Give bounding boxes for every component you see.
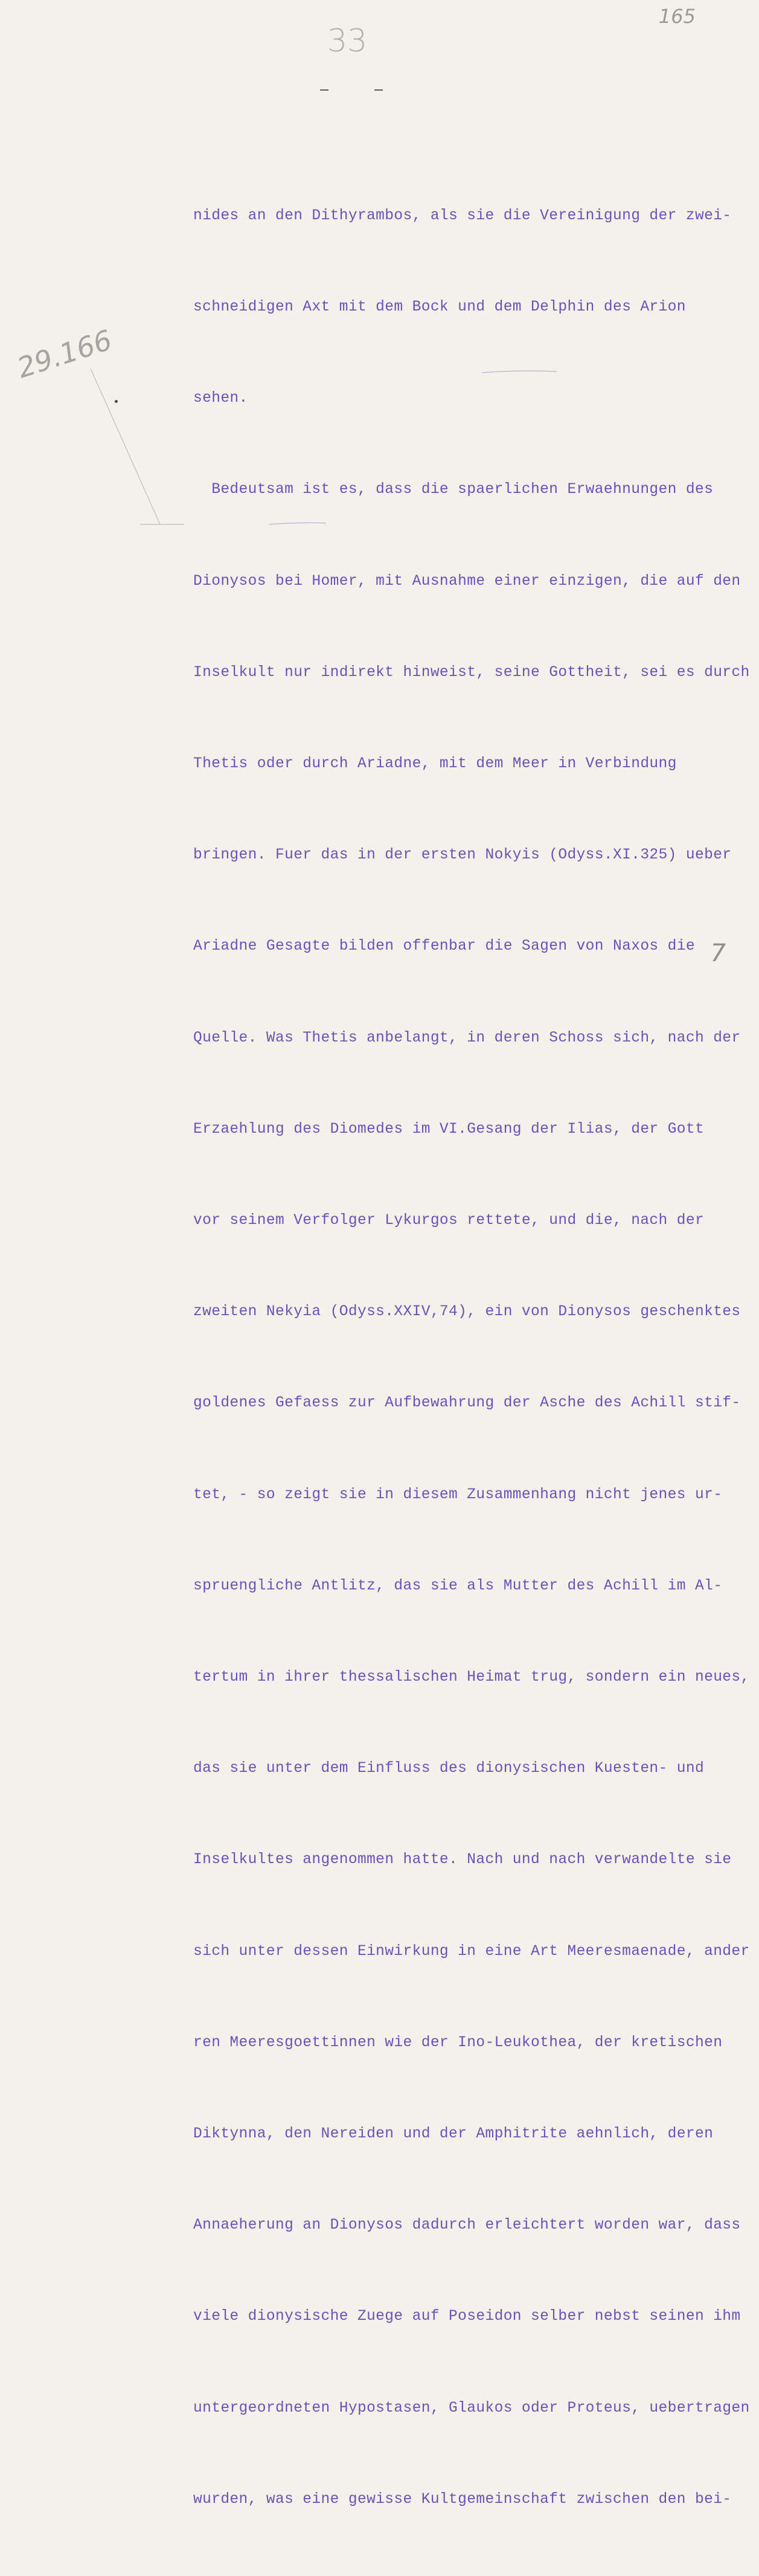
text-line: nides an den Dithyrambos, als sie die Vereinigung der zwei- (193, 207, 732, 224)
text-line: Thetis oder durch Ariadne, mit dem Meer in Verbindung (193, 756, 677, 773)
text-line: tertum in ihrer thessalischen Heimat trug, sondern ein neues, (193, 1669, 750, 1686)
text-line: bringen. Fuer das in der ersten Nokyis (Odyss.XI.325) ueber (193, 847, 732, 864)
text-line: goldenes Gefaess zur Aufbewahrung der Asche des Achill stif- (193, 1395, 741, 1412)
text-line: untergeordneten Hypostasen, Glaukos oder Proteus, uebertragen (193, 2400, 750, 2417)
text-line: das sie unter dem Einfluss des dionysischen Kuesten- und (193, 1760, 705, 1777)
text-line: ren Meeresgoettinnen wie der Ino-Leukothea, der kretischen (193, 2034, 723, 2051)
text-line: sehen. (193, 390, 248, 407)
text-line: Erzaehlung des Diomedes im VI.Gesang der Ilias, der Gott (193, 1121, 705, 1138)
text-line: Annaeherung an Dionysos dadurch erleichtert worden war, dass (193, 2217, 741, 2234)
bottom-mark: 7 (710, 939, 726, 967)
margin-pencil-stroke (91, 369, 160, 524)
text-line: Diktynna, den Nereiden und der Amphitrite aehnlich, deren (193, 2126, 714, 2143)
text-line: Ariadne Gesagte bilden offenbar die Sagen von Naxos die (193, 938, 695, 955)
header-dash-left (320, 89, 328, 91)
text-line: Dionysos bei Homer, mit Ausnahme einer einzigen, die auf den (193, 573, 741, 590)
text-line: viele dionysische Zuege auf Poseidon selber nebst seinen ihm (193, 2308, 741, 2325)
text-line: zweiten Nekyia (Odyss.XXIV,74), ein von Dionysos geschenktes (193, 1304, 741, 1321)
text-line: vor seinem Verfolger Lykurgos rettete, und die, nach der (193, 1212, 705, 1229)
header-dash-right (374, 89, 383, 91)
typewritten-body (193, 140, 749, 2576)
text-line: spruengliche Antlitz, das sie als Mutter des Achill im Al- (193, 1577, 723, 1594)
text-line: tet, - so zeigt sie in diesem Zusammenhang nicht jenes ur- (193, 1486, 723, 1503)
text-line: sich unter dessen Einwirkung in eine Art Meeresmaenade, ander (193, 1943, 750, 1960)
page-number: 33 (327, 23, 368, 59)
text-line: Inselkult nur indirekt hinweist, seine Gottheit, sei es durch (193, 664, 750, 681)
text-line: schneidigen Axt mit dem Bock und dem Delphin des Arion (193, 299, 686, 316)
corner-page-number: 165 (658, 5, 696, 28)
text-line: Bedeutsam ist es, dass die spaerlichen Erwaehnungen des (193, 481, 714, 498)
margin-note: 29.166 (13, 323, 116, 385)
text-line: Quelle. Was Thetis anbelangt, in deren Schoss sich, nach der (193, 1029, 741, 1046)
text-line: wurden, was eine gewisse Kultgemeinschaft zwischen den bei- (193, 2491, 732, 2508)
margin-dot (115, 400, 118, 403)
text-line: Inselkultes angenommen hatte. Nach und nach verwandelte sie (193, 1852, 732, 1869)
